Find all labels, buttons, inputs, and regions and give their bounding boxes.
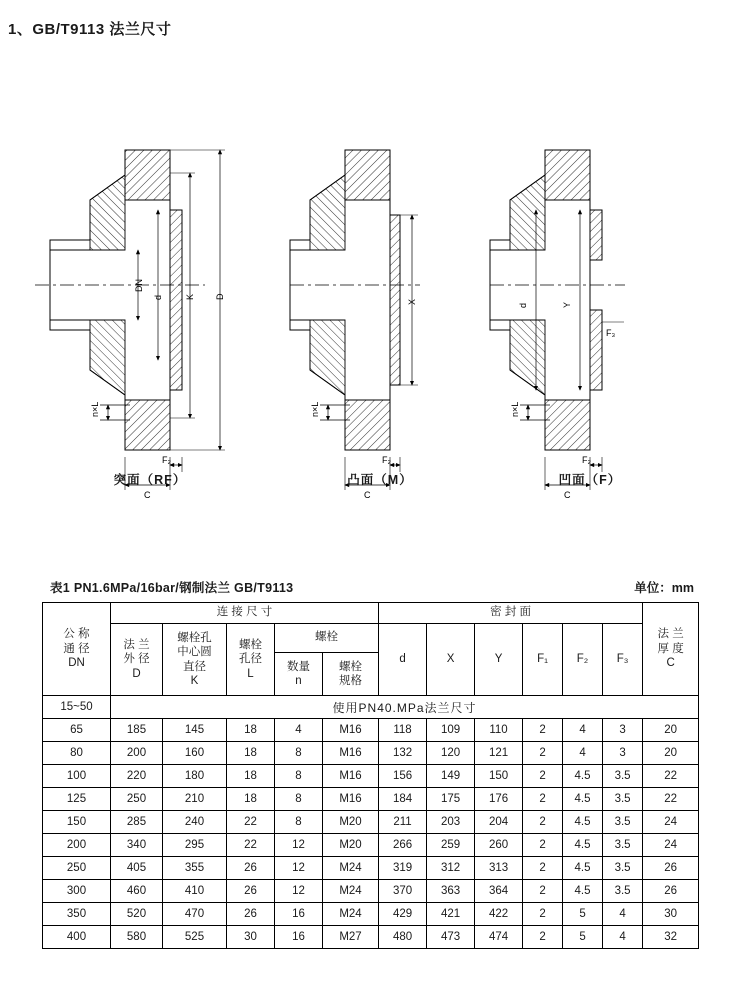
cell-F3: 3.5 (603, 811, 643, 834)
table-row (43, 903, 699, 926)
table-unit: 单位：mm (634, 581, 694, 595)
cell-n: 12 (275, 880, 323, 903)
cell-D: 340 (111, 834, 163, 857)
figure-f-caption: 凹面（F） (558, 473, 622, 487)
cell-n: 4 (275, 719, 323, 742)
cell-Y: 176 (475, 788, 523, 811)
cell-F3: 3 (603, 719, 643, 742)
cell-D: 185 (111, 719, 163, 742)
label-nxl: n×L (510, 401, 520, 417)
table-head (43, 603, 699, 696)
cell-bolt: M16 (323, 742, 379, 765)
table-header-group-2 (43, 624, 699, 653)
cell-dn: 250 (43, 857, 111, 880)
cell-D: 250 (111, 788, 163, 811)
cell-F1: 2 (523, 742, 563, 765)
cell-Y: 110 (475, 719, 523, 742)
cell-X: 120 (427, 742, 475, 765)
cell-Y: 121 (475, 742, 523, 765)
cell-d: 480 (379, 926, 427, 949)
table-row (43, 719, 699, 742)
table-row (43, 880, 699, 903)
cell-Y: 204 (475, 811, 523, 834)
th-seal-Y: Y (475, 624, 523, 696)
cell-d: 118 (379, 719, 427, 742)
th-seal-X: X (427, 624, 475, 696)
cell-F3: 3.5 (603, 857, 643, 880)
cell-F3: 4 (603, 926, 643, 949)
cell-d: 184 (379, 788, 427, 811)
cell-F2: 5 (563, 903, 603, 926)
cell-D: 520 (111, 903, 163, 926)
cell-Y: 150 (475, 765, 523, 788)
figure-rf-caption: 突面（RF） (113, 473, 187, 487)
table-header-group-1 (43, 603, 699, 624)
cell-dn: 400 (43, 926, 111, 949)
th-seal-group: 密 封 面 (379, 603, 643, 624)
cell-F2: 4.5 (563, 788, 603, 811)
label-dn: DN (134, 279, 144, 292)
table-body (43, 696, 699, 949)
cell-d: 370 (379, 880, 427, 903)
cell-note: 使用PN40.MPa法兰尺寸 (111, 696, 699, 719)
cell-bolt: M16 (323, 765, 379, 788)
cell-C: 24 (643, 811, 699, 834)
cell-dn: 100 (43, 765, 111, 788)
label-c: C (564, 490, 571, 500)
cell-F1: 2 (523, 903, 563, 926)
cell-n: 8 (275, 742, 323, 765)
cell-C: 30 (643, 903, 699, 926)
th-bolt-spec: 螺栓 规格 (323, 652, 379, 695)
cell-F1: 2 (523, 926, 563, 949)
cell-n: 16 (275, 903, 323, 926)
cell-L: 26 (227, 857, 275, 880)
cell-dn: 80 (43, 742, 111, 765)
cell-dn: 350 (43, 903, 111, 926)
cell-bolt: M24 (323, 880, 379, 903)
cell-n: 12 (275, 834, 323, 857)
cell-F3: 3 (603, 742, 643, 765)
cell-Y: 474 (475, 926, 523, 949)
table-header-row (42, 578, 698, 602)
cell-n: 12 (275, 857, 323, 880)
cell-F2: 4.5 (563, 765, 603, 788)
cell-C: 20 (643, 719, 699, 742)
cell-X: 259 (427, 834, 475, 857)
cell-dn: 200 (43, 834, 111, 857)
label-f2: F₂ (582, 455, 591, 465)
figure-f (490, 60, 690, 500)
th-dn: 公 称 通 径 DN (43, 603, 111, 696)
cell-C: 26 (643, 880, 699, 903)
cell-n: 8 (275, 788, 323, 811)
cell-X: 149 (427, 765, 475, 788)
cell-F1: 2 (523, 811, 563, 834)
figure-rf (30, 60, 270, 500)
cell-C: 22 (643, 765, 699, 788)
cell-bolt: M24 (323, 857, 379, 880)
cell-K: 180 (163, 765, 227, 788)
cell-d: 266 (379, 834, 427, 857)
cell-F3: 3.5 (603, 880, 643, 903)
cell-L: 18 (227, 765, 275, 788)
cell-F1: 2 (523, 788, 563, 811)
cell-d: 319 (379, 857, 427, 880)
cell-X: 109 (427, 719, 475, 742)
table-title: 表1 PN1.6MPa/16bar/钢制法兰 GB/T9113 (50, 581, 294, 595)
cell-L: 18 (227, 742, 275, 765)
table-row (43, 788, 699, 811)
cell-K: 145 (163, 719, 227, 742)
figure-m-caption: 凸面（M） (347, 473, 413, 487)
cell-K: 410 (163, 880, 227, 903)
cell-F3: 3.5 (603, 765, 643, 788)
cell-X: 203 (427, 811, 475, 834)
cell-F2: 4.5 (563, 880, 603, 903)
th-bolt-hole: 螺栓 孔径 L (227, 624, 275, 696)
th-seal-F3: F₃ (603, 624, 643, 696)
cell-F1: 2 (523, 880, 563, 903)
cell-C: 22 (643, 788, 699, 811)
cell-F1: 2 (523, 719, 563, 742)
cell-d: 132 (379, 742, 427, 765)
cell-K: 240 (163, 811, 227, 834)
label-nxl: n×L (310, 401, 320, 417)
cell-bolt: M27 (323, 926, 379, 949)
cell-bolt: M20 (323, 811, 379, 834)
label-c: C (144, 490, 151, 500)
cell-n: 8 (275, 811, 323, 834)
th-bolt-count: 数量 n (275, 652, 323, 695)
cell-dn: 300 (43, 880, 111, 903)
cell-F3: 3.5 (603, 834, 643, 857)
cell-C: 26 (643, 857, 699, 880)
cell-dn: 125 (43, 788, 111, 811)
label-x: X (407, 298, 417, 305)
cell-C: 24 (643, 834, 699, 857)
cell-L: 22 (227, 834, 275, 857)
table-row (43, 926, 699, 949)
label-d: d (518, 302, 528, 308)
cell-L: 18 (227, 719, 275, 742)
cell-F2: 4 (563, 719, 603, 742)
cell-L: 30 (227, 926, 275, 949)
cell-dn: 15~50 (43, 696, 111, 719)
cell-n: 16 (275, 926, 323, 949)
cell-bolt: M24 (323, 903, 379, 926)
cell-Y: 422 (475, 903, 523, 926)
cell-F2: 4.5 (563, 857, 603, 880)
label-d: d (153, 294, 163, 300)
cell-L: 26 (227, 880, 275, 903)
label-y: Y (562, 301, 572, 308)
cell-bolt: M16 (323, 719, 379, 742)
cell-d: 211 (379, 811, 427, 834)
th-connection-group: 连 接 尺 寸 (111, 603, 379, 624)
cell-C: 32 (643, 926, 699, 949)
cell-K: 160 (163, 742, 227, 765)
cell-dn: 65 (43, 719, 111, 742)
cell-D: 285 (111, 811, 163, 834)
th-seal-d: d (379, 624, 427, 696)
cell-X: 473 (427, 926, 475, 949)
cell-X: 421 (427, 903, 475, 926)
label-f2: F₂ (382, 455, 391, 465)
th-bolt-group: 螺栓 (275, 624, 379, 653)
table-row (43, 811, 699, 834)
cell-F2: 4.5 (563, 834, 603, 857)
cell-F2: 5 (563, 926, 603, 949)
cell-F3: 4 (603, 903, 643, 926)
cell-F2: 4 (563, 742, 603, 765)
cell-Y: 313 (475, 857, 523, 880)
cell-F1: 2 (523, 834, 563, 857)
cell-X: 363 (427, 880, 475, 903)
label-nxl: n×L (90, 401, 100, 417)
cell-D: 200 (111, 742, 163, 765)
label-f2: F₂ (162, 455, 171, 465)
table-row (43, 742, 699, 765)
cell-D: 580 (111, 926, 163, 949)
cell-dn: 150 (43, 811, 111, 834)
cell-K: 210 (163, 788, 227, 811)
table-row (43, 834, 699, 857)
cell-K: 355 (163, 857, 227, 880)
cell-F2: 4.5 (563, 811, 603, 834)
cell-L: 26 (227, 903, 275, 926)
th-seal-F2: F₂ (563, 624, 603, 696)
label-f3: F₃ (606, 328, 616, 338)
page-title (8, 18, 171, 39)
cell-L: 22 (227, 811, 275, 834)
figure-m (290, 60, 470, 500)
cell-K: 470 (163, 903, 227, 926)
cell-D: 220 (111, 765, 163, 788)
th-flange-outer: 法 兰 外 径 D (111, 624, 163, 696)
cell-n: 8 (275, 765, 323, 788)
label-k: K (185, 293, 195, 300)
cell-K: 525 (163, 926, 227, 949)
cell-X: 312 (427, 857, 475, 880)
label-c: C (364, 490, 371, 500)
cell-F3: 3.5 (603, 788, 643, 811)
cell-D: 405 (111, 857, 163, 880)
drawings-area (0, 60, 733, 510)
cell-Y: 364 (475, 880, 523, 903)
cell-K: 295 (163, 834, 227, 857)
table-row-note (43, 696, 699, 719)
page-title-text: GB/T9113 法兰尺寸 (32, 21, 172, 38)
dimension-table-block (42, 578, 698, 949)
page-title-number: 1、 (8, 21, 33, 38)
cell-d: 429 (379, 903, 427, 926)
flange-dimension-table (42, 602, 699, 949)
th-thickness: 法 兰 厚 度 C (643, 603, 699, 696)
cell-L: 18 (227, 788, 275, 811)
cell-d: 156 (379, 765, 427, 788)
cell-Y: 260 (475, 834, 523, 857)
cell-F1: 2 (523, 765, 563, 788)
label-D: D (215, 293, 225, 300)
cell-F1: 2 (523, 857, 563, 880)
cell-bolt: M20 (323, 834, 379, 857)
cell-C: 20 (643, 742, 699, 765)
table-row (43, 857, 699, 880)
th-bolt-circle: 螺栓孔 中心圆 直径 K (163, 624, 227, 696)
cell-D: 460 (111, 880, 163, 903)
cell-X: 175 (427, 788, 475, 811)
cell-bolt: M16 (323, 788, 379, 811)
table-row (43, 765, 699, 788)
th-seal-F1: F₁ (523, 624, 563, 696)
